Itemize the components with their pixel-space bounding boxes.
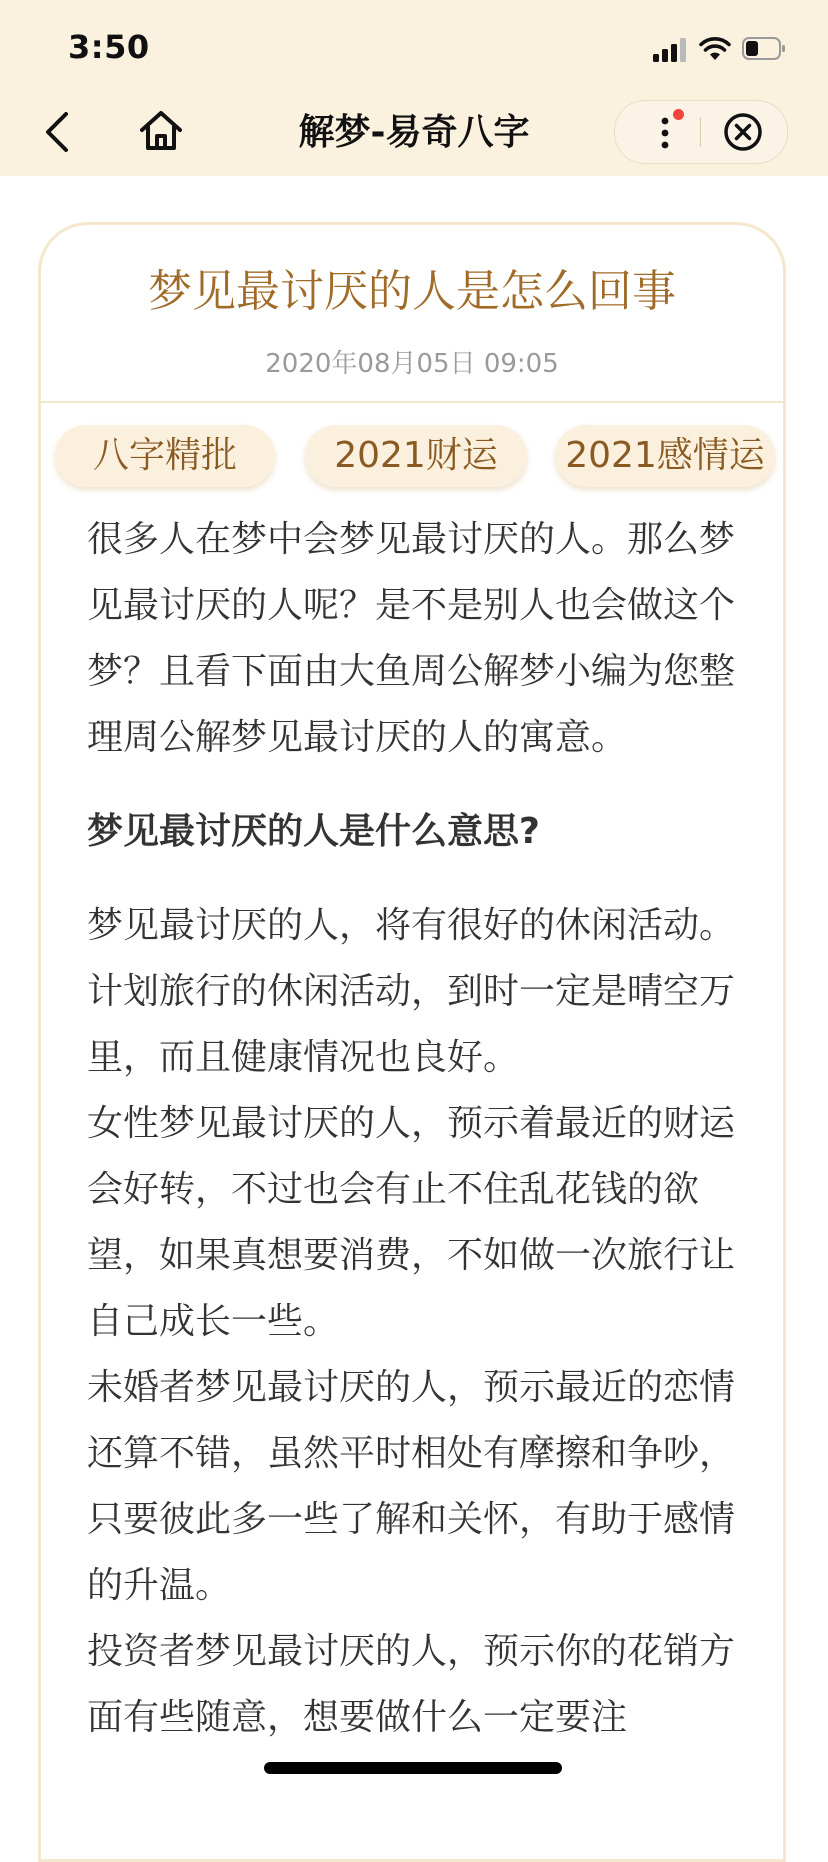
body-paragraph: 梦见最讨厌的人，将有很好的休闲活动。计划旅行的休闲活动，到时一定是晴空万里，而且健康情况也良好。 — [87, 905, 736, 1078]
capsule-divider — [700, 117, 701, 147]
back-arrow-icon[interactable] — [40, 108, 80, 156]
notification-dot — [673, 109, 684, 120]
more-options-icon[interactable] — [655, 113, 675, 153]
title-divider — [41, 401, 783, 403]
article-title: 梦见最讨厌的人是怎么回事 — [148, 266, 676, 317]
tag-wealth-2021[interactable]: 2021财运 — [305, 425, 527, 487]
body-paragraph: 未婚者梦见最讨厌的人，预示最近的恋情还算不错，虽然平时相处有摩擦和争吵，只要彼此多一些了解和关怀，有助于感情的升温。 — [87, 1367, 736, 1606]
status-time: 3:50 — [68, 28, 150, 66]
home-icon[interactable] — [138, 108, 184, 154]
article-card — [38, 222, 786, 1862]
nav-title: 解梦-易奇八字 — [298, 112, 530, 153]
battery-icon — [742, 37, 786, 60]
wifi-icon — [698, 34, 732, 62]
tag-bazi[interactable]: 八字精批 — [55, 425, 275, 487]
close-circle-icon[interactable] — [723, 112, 763, 152]
top-bar — [0, 0, 828, 176]
body-paragraph: 女性梦见最讨厌的人，预示着最近的财运会好转，不过也会有止不住乱花钱的欲望，如果真想要消费，不如做一次旅行让自己成长一些。 — [87, 1103, 736, 1342]
intro-paragraph: 很多人在梦中会梦见最讨厌的人。那么梦见最讨厌的人呢？是不是别人也会做这个梦？且看下面由大鱼周公解梦小编为您整理周公解梦见最讨厌的人的寓意。 — [87, 519, 736, 758]
body-paragraph: 投资者梦见最讨厌的人，预示你的花销方面有些随意，想要做什么一定要注 — [87, 1631, 736, 1738]
home-indicator[interactable] — [264, 1762, 562, 1774]
article-date: 2020年08月05日 09:05 — [265, 349, 559, 379]
article-subheading: 梦见最讨厌的人是什么意思? — [87, 811, 540, 852]
cellular-signal-icon — [653, 38, 689, 62]
article-body — [87, 507, 737, 1751]
mini-program-capsule — [614, 100, 788, 164]
tag-love-2021[interactable]: 2021感情运 — [555, 425, 775, 487]
